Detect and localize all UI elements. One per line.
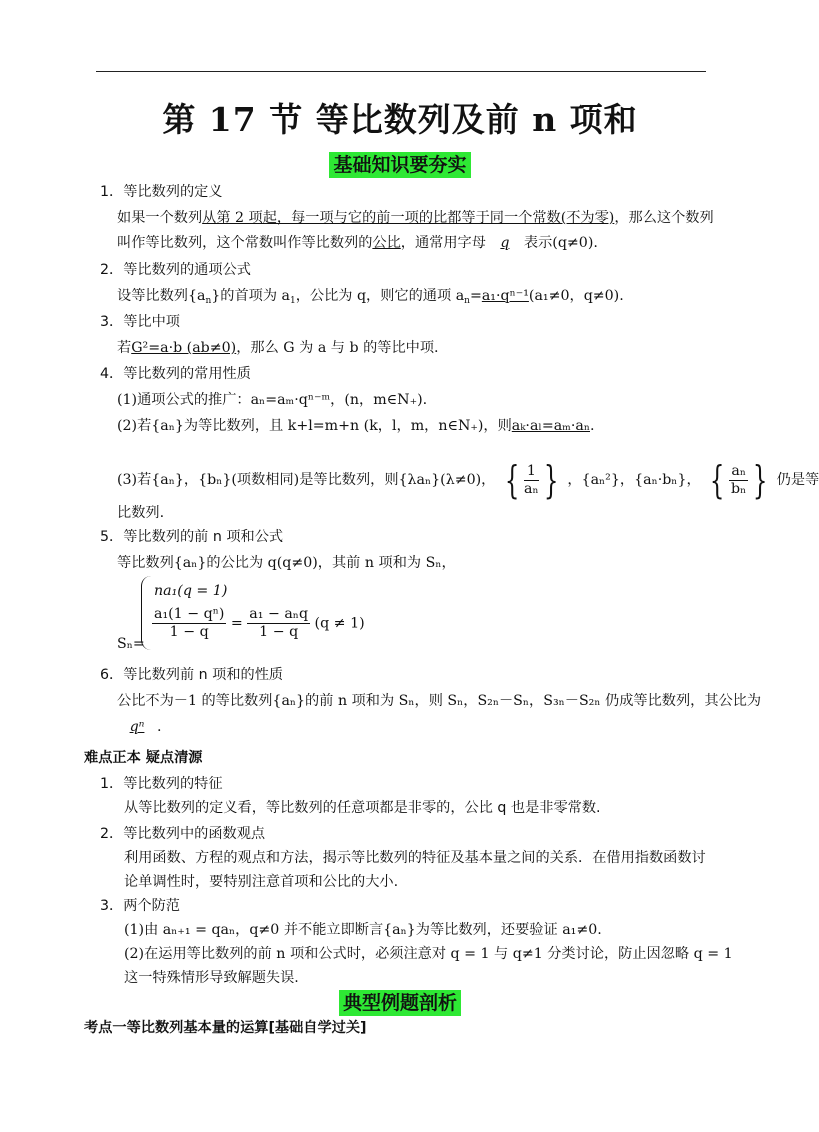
s4-text: 仍是等 [776, 472, 819, 488]
difficult-1-heading: 1．等比数列的特征 [100, 776, 223, 792]
s3-heading: 3．等比中项 [100, 314, 180, 330]
s2-heading: 2．等比数列的通项公式 [100, 262, 251, 278]
s2-text: = [469, 288, 482, 304]
difficult-1-para: 从等比数列的定义看，等比数列的任意项都是非零的，公比 q 也是非零常数. [124, 800, 601, 816]
s3-text: ，那么 G 为 a 与 b 的等比中项. [236, 340, 439, 356]
s1-text: ，那么这个数列 [614, 210, 714, 226]
s1-heading: 1．等比数列的定义 [100, 184, 223, 200]
difficult-2-para-1: 利用函数、方程的观点和方法，揭示等比数列的特征及基本量之间的关系．在借用指数函数讨 [124, 850, 706, 866]
frac-num: a₁ − aₙq [249, 606, 309, 622]
difficult-2-para-2: 论单调性时，要特别注意首项和公比的大小. [124, 874, 399, 890]
s2-text: ，公比为 q，则它的通项 a [295, 288, 465, 304]
s1-text: ，通常用字母 [400, 235, 486, 251]
condition: (q ≠ 1) [314, 615, 365, 632]
top-rule [96, 71, 706, 72]
frac-den: 1 − q [169, 624, 209, 640]
s1-text: 如果一个数列 [117, 210, 203, 226]
s3-underlined-formula: G²=a·b (ab≠0) [131, 340, 237, 356]
banner-examples-label: 典型例题剖析 [339, 990, 461, 1016]
s4-square: aₙ² [590, 472, 611, 488]
s3-text: 若 [117, 340, 132, 356]
difficult-3-para-3: 这一特殊情形导致解题失误. [124, 970, 299, 986]
s1-text: 表示(q≠0). [523, 235, 598, 251]
banner-examples [0, 988, 800, 1015]
s6-heading: 6．等比数列前 n 项和的性质 [100, 667, 284, 683]
s4-text: (3)若{aₙ}，{bₙ}(项数相同)是等比数列，则{λaₙ}(λ≠0)， [117, 472, 496, 488]
kaodian-1-heading: 考点一等比数列基本量的运算[基础自学过关] [84, 1020, 367, 1036]
page-title: 第 17 节 等比数列及前 n 项和 [162, 100, 638, 139]
s1-blank-q: q [500, 235, 510, 251]
s2-underlined-formula: a₁·qⁿ⁻¹ [481, 288, 529, 304]
s6-blank: qⁿ [129, 719, 145, 735]
s6-para: 公比不为－1 的等比数列{aₙ}的前 n 项和为 Sₙ，则 Sₙ，S₂ₙ－Sₙ，S₃ₙ－S₂ₙ 仍成等比数列，其公比为 [117, 693, 762, 709]
difficult-3-para-2: (2)在运用等比数列的前 n 项和公式时，必须注意对 q = 1 与 q≠1 分类讨论，防止因忽略 q = 1 [124, 946, 733, 962]
s2-text: 设等比数列{a [117, 288, 206, 304]
s4-item-1: (1)通项公式的推广：aₙ=aₘ·qⁿ⁻ᵐ，(n，m∈N₊). [117, 392, 428, 408]
s4-text: (2)若{aₙ}为等比数列，且 k+l=m+n (k，l，m，n∈N₊)，则 [117, 418, 512, 434]
s1-para-1 [117, 208, 714, 228]
s1-underlined-term: 公比 [372, 235, 401, 251]
difficult-heading: 难点正本 疑点清源 [84, 750, 203, 766]
s4-fraction-reciprocal [524, 463, 539, 498]
s6-text: . [157, 719, 162, 735]
s5-case-brace [141, 576, 152, 650]
s6-para-2 [117, 717, 162, 737]
s1-para-2 [117, 233, 598, 253]
s5-para: 等比数列{aₙ}的公比为 q(q≠0)，其前 n 项和为 Sₙ， [117, 555, 456, 571]
s4-text: ，{ [567, 472, 591, 488]
s3-para [117, 338, 439, 358]
s4-text: }，{aₙ·bₙ}， [610, 472, 701, 488]
s5-case-2 [152, 606, 365, 641]
frac-den: aₙ [524, 480, 539, 497]
s4-item-3: (3)若{aₙ}，{bₙ}(项数相同)是等比数列，则{λaₙ}(λ≠0)， { $\frac{1}{\text{aₙ}}$ } ，{aₙ²}，{aₙ·bₙ}， { $\frac{\text{aₙ}}{\text{bₙ}}$ } 仍是等 [117, 458, 819, 502]
s4-item-2 [117, 416, 595, 436]
s4-fraction-ratio [729, 463, 748, 498]
s2-text: }的首项为 a [211, 288, 290, 304]
difficult-3-heading: 3．两个防范 [100, 898, 180, 914]
s4-heading: 4．等比数列的常用性质 [100, 366, 251, 382]
s1-underlined-definition: 从第 2 项起，每一项与它的前一项的比都等于同一个常数(不为零) [202, 210, 615, 226]
banner-basics-label: 基础知识要夯实 [329, 152, 470, 178]
difficult-2-heading: 2．等比数列中的函数观点 [100, 826, 266, 842]
difficult-3-para-1: (1)由 aₙ₊₁ = qaₙ，q≠0 并不能立即断言{aₙ}为等比数列，还要验证 a₁≠0. [124, 922, 602, 938]
frac-den: bₙ [731, 480, 747, 497]
frac-num: 1 [524, 463, 539, 481]
s5-sn-label: Sₙ= [117, 636, 145, 652]
s5-heading: 5．等比数列的前 n 项和公式 [100, 529, 284, 545]
s2-para: 设等比数列$\{a_n\}$的首项为 $a_1$，公比为 q，则它的通项 $a_n=a_1\cdot q^{n-1}(a_1\ne 0$，q≠0). [117, 288, 624, 306]
s4-text: . [590, 418, 595, 434]
s2-text: (a₁≠0，q≠0). [528, 288, 624, 304]
frac-num: aₙ [731, 462, 746, 479]
s1-text: 叫作等比数列，这个常数叫作等比数列的 [117, 235, 373, 251]
banner-basics [0, 150, 800, 177]
frac-den: 1 − q [259, 624, 299, 640]
equals: = [230, 615, 243, 632]
frac-num: a₁(1 − qⁿ) [154, 606, 225, 622]
s5-case-1: na₁(q = 1) [154, 583, 228, 599]
s4-underlined-formula: aₖ·aₗ=aₘ·aₙ [511, 418, 590, 434]
s4-item-3-cont: 比数列. [117, 505, 165, 521]
